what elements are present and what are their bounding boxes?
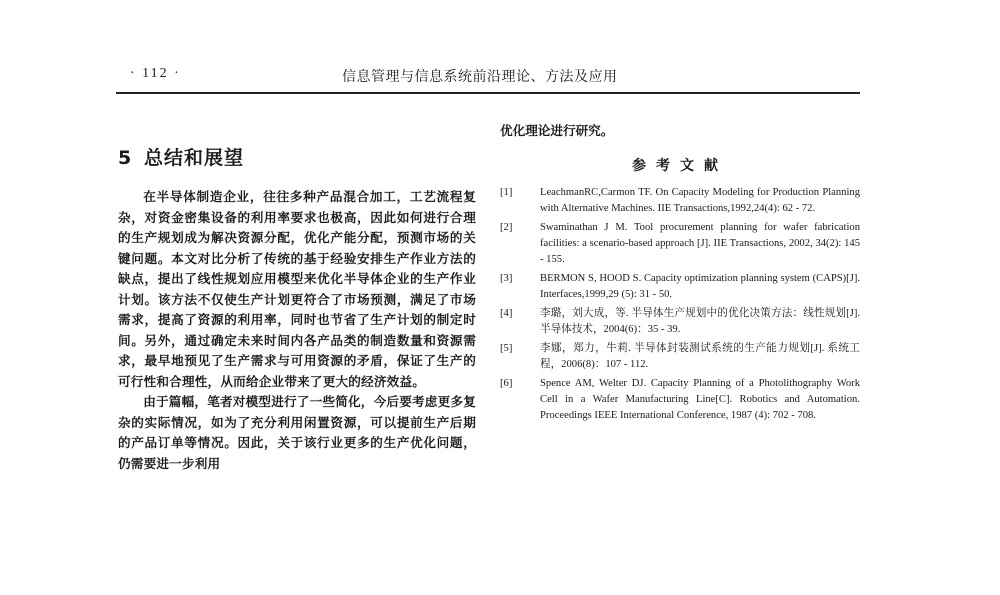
running-title: 信息管理与信息系统前沿理论、方法及应用 xyxy=(342,69,618,85)
reference-tag: [4] xyxy=(500,308,513,319)
reference-text: BERMON S, HOOD S. Capacity optimization planning system (CAPS)[J]. Interfaces,1999,29 (5): 31 - 50. xyxy=(540,273,860,300)
reference-tag: [6] xyxy=(500,378,513,389)
reference-text: 李娜，郑力，牛莉. 半导体封装测试系统的生产能力规划[J]. 系统工程，2006(8)：107 - 112. xyxy=(540,343,860,370)
references-title: 参考文献 xyxy=(632,158,728,174)
section-heading xyxy=(118,143,244,170)
left-column xyxy=(118,187,476,474)
continued-text: 优化理论进行研究。 xyxy=(500,123,614,138)
reference-item xyxy=(500,185,860,217)
reference-tag: [2] xyxy=(500,222,513,233)
section-title: 总结和展望 xyxy=(144,147,245,169)
page-number: · 112 · xyxy=(130,66,181,81)
reference-tag: [5] xyxy=(500,343,513,354)
reference-item xyxy=(500,341,860,373)
reference-tag: [3] xyxy=(500,273,513,284)
header-rule xyxy=(116,92,860,94)
reference-text: 李璐，刘大成，等. 半导体生产规划中的优化决策方法：线性规划[J]. 半导体技术，2004(6)：35 - 39. xyxy=(540,308,860,335)
reference-item xyxy=(500,271,860,303)
reference-text: Swaminathan J M. Tool procurement planning for wafer fabrication facilities: a scenario-based approach [J]. IIE Transactions, 2002, 34(2): 145 - 155. xyxy=(540,222,860,265)
reference-item xyxy=(500,376,860,424)
reference-text: Spence AM, Welter DJ. Capacity Planning of a Photolithography Work Cell in a Wafer Manufacturing Line[C]. Robotics and Automation. Proceedings IEEE International Conference, 1987 (4): 702 - 708. xyxy=(540,378,860,421)
reference-text: LeachmanRC,Carmon TF. On Capacity Modeling for Production Planning with Alternative Machines. IIE Transactions,1992,24(4): 62 - 72. xyxy=(540,187,860,214)
section-number: 5 xyxy=(118,147,133,169)
reference-tag: [1] xyxy=(500,187,513,198)
running-header xyxy=(116,64,860,86)
reference-item xyxy=(500,220,860,268)
right-column xyxy=(500,121,860,427)
reference-list xyxy=(500,185,860,424)
body-paragraph-2: 由于篇幅，笔者对模型进行了一些简化，今后要考虑更多复杂的实际情况，如为了充分利用闲置资源，可以提前生产后期的产品订单等情况。因此，关于该行业更多的生产优化问题，仍需要进一步利用 xyxy=(118,394,476,471)
body-paragraph-1: 在半导体制造企业，往往多种产品混合加工，工艺流程复杂，对资金密集设备的利用率要求也极高，因此如何进行合理的生产规划成为解决资源分配，优化产能分配，预测市场的关键问题。本文对比分析了传统的基于经验安排生产作业方法的缺点，提出了线性规划应用模型来优化半导体企业的生产作业计划。该方法不仅使生产计划更符合了市场预测，满足了市场需求，提高了资源的利用率，同时也节省了生产计划的制定时间。另外，通过确定未来时间内各产品类的制造数量和资源需求，最早地预见了生产需求与可用资源的矛盾，保证了生产的可行性和合理性，从而给企业带来了更大的经济效益。 xyxy=(118,189,476,389)
reference-item xyxy=(500,306,860,338)
